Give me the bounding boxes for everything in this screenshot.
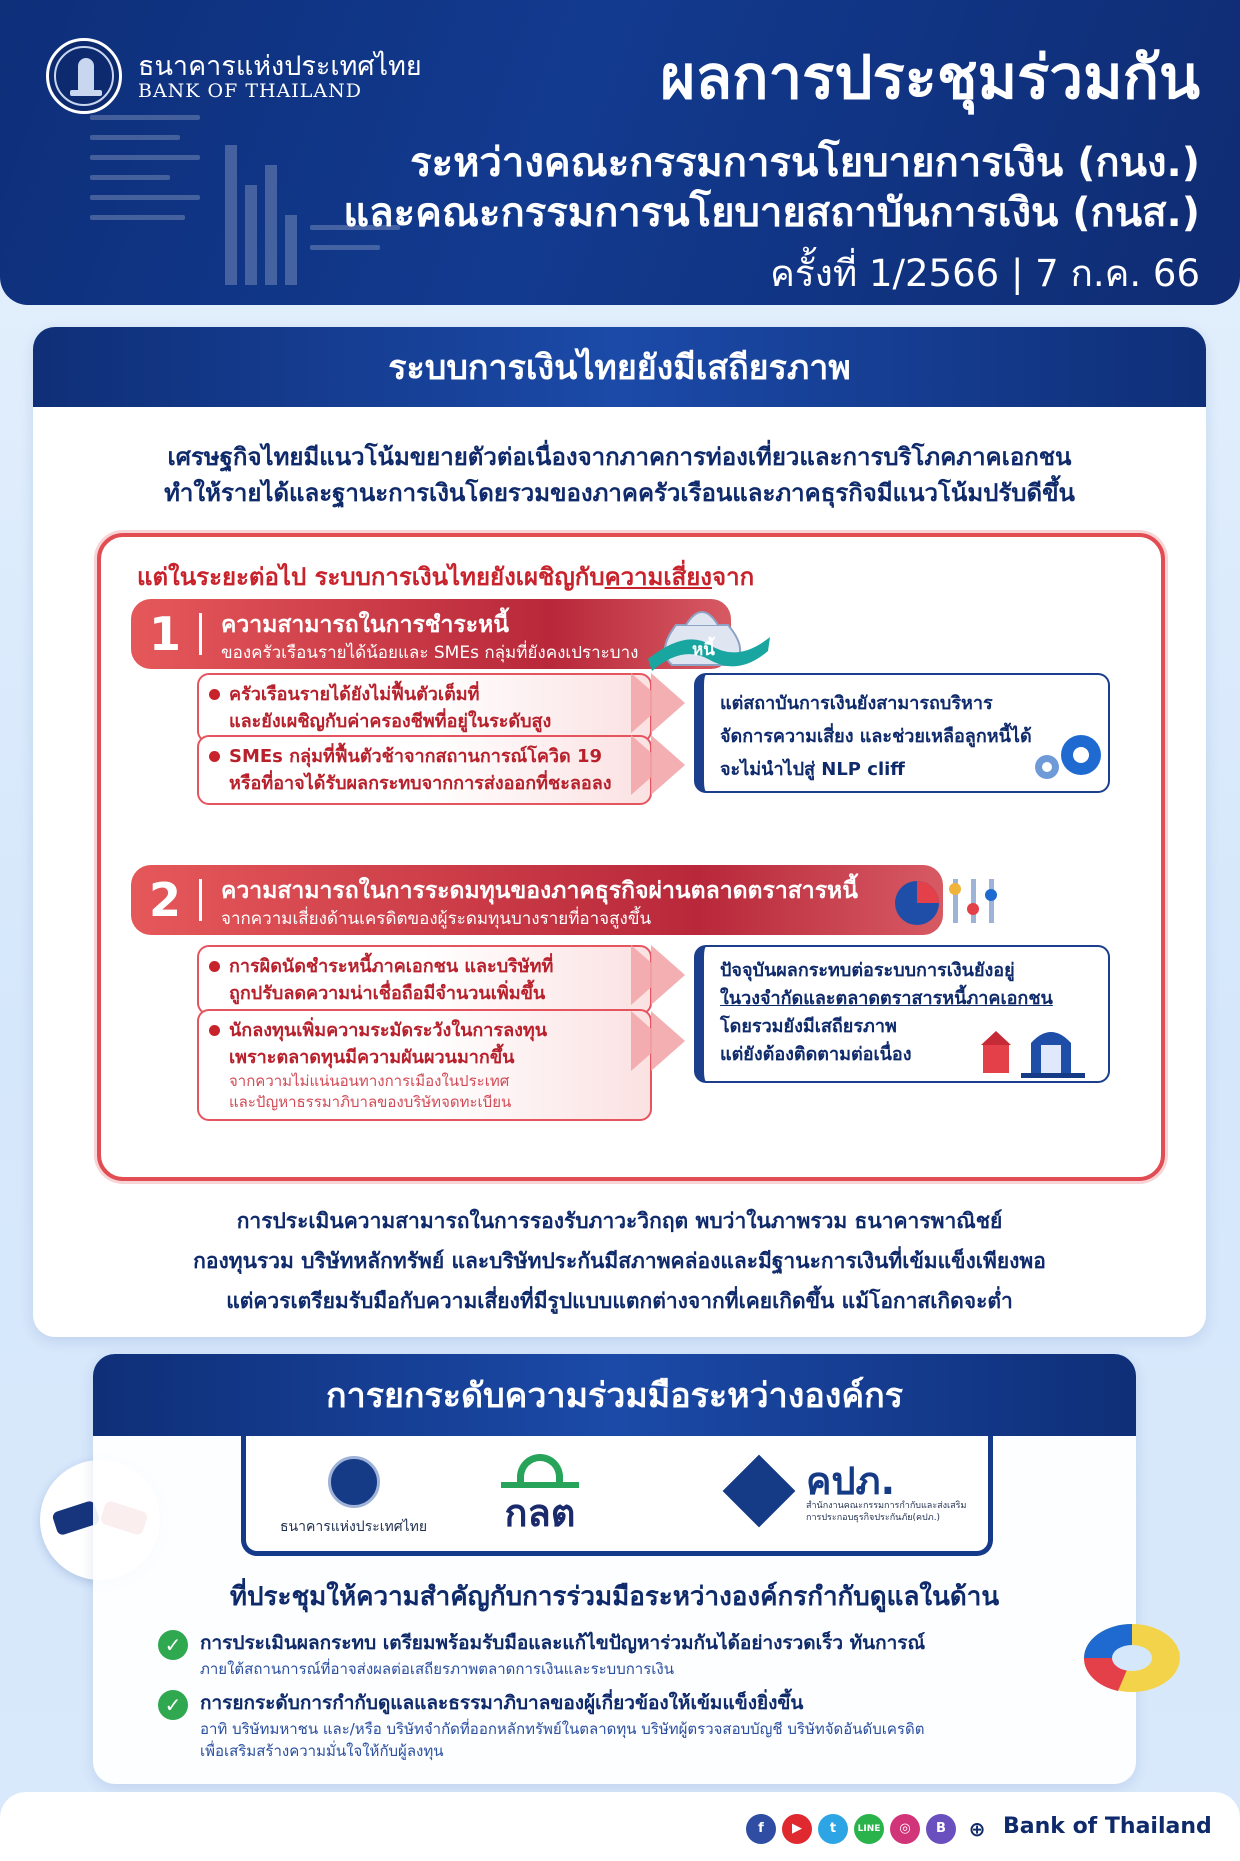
financial-stability-card — [33, 327, 1206, 1337]
section-heading-stability: ระบบการเงินไทยยังมีเสถียรภาพ — [33, 327, 1206, 407]
bullet-dot — [209, 689, 220, 700]
sec-logo-text: กลต — [504, 1491, 576, 1535]
youtube-icon[interactable]: ▶ — [782, 1814, 812, 1844]
check-icon: ✓ — [158, 1690, 188, 1720]
cooperation-item-1 — [158, 1628, 1088, 1688]
intro-text-line-2: ทำให้รายได้และฐานะการเงินโดยรวมของภาคครัวเรือนและภาคธุรกิจมีแนวโน้มปรับดีขึ้น — [164, 479, 1075, 507]
blockdit-icon[interactable]: B — [926, 1814, 956, 1844]
section-heading-cooperation: การยกระดับความร่วมมือระหว่างองค์กร — [93, 1354, 1136, 1436]
risk-panel — [97, 533, 1165, 1181]
oic-logo-caption — [806, 1500, 966, 1524]
page-subtitle-mpc: ระหว่างคณะกรรมการนโยบายการเงิน (กนง.) — [410, 140, 1200, 186]
risk-2-point-2 — [197, 1009, 652, 1121]
point-line-2: และยังเผชิญกับค่าครองชีพที่อยู่ในระดับสูง — [229, 711, 552, 732]
meeting-number-date: ครั้งที่ 1/2566 | 7 ก.ค. 66 — [770, 252, 1200, 295]
oic-caption-line-2: การประกอบธุรกิจประกันภัย(คปภ.) — [806, 1513, 941, 1523]
divider — [199, 879, 202, 921]
point-line-1: นักลงทุนเพิ่มความระมัดระวังในการลงทุน — [229, 1020, 548, 1041]
detail-line-1: อาทิ บริษัทมหาชน และ/หรือ บริษัทจำกัดที่ออกหลักทรัพย์ในตลาดทุน บริษัทผู้ตรวจสอบบัญชี บริษัทจัดอันดับเครดิต — [200, 1720, 925, 1738]
website-globe-icon[interactable]: ⊕ — [962, 1814, 992, 1844]
point-line-2: เพราะตลาดทุนมีความผันผวนมากขึ้น — [229, 1047, 515, 1068]
page-title: ผลการประชุมร่วมกัน — [660, 43, 1200, 113]
header-banner — [0, 0, 1240, 305]
mitigation-line-2: ในวงจำกัดและตลาดตราสารหนี้ภาคเอกชน — [720, 988, 1053, 1009]
oic-diamond-icon — [723, 1455, 796, 1528]
risk-1-point-2 — [197, 735, 652, 805]
footer — [0, 1792, 1240, 1861]
mitigation-line-1: ปัจจุบันผลกระทบต่อระบบการเงินยังอยู่ — [720, 960, 1015, 981]
point-line-2: ถูกปรับลดความน่าเชื่อถือมีจำนวนเพิ่มขึ้น — [229, 983, 546, 1004]
mitigation-line-1: แต่สถาบันการเงินยังสามารถบริหาร — [720, 693, 993, 714]
org-name-thai: ธนาคารแห่งประเทศไทย — [138, 51, 422, 82]
closing-line-1: การประเมินความสามารถในการรองรับภาวะวิกฤต พบว่าในภาพรวม ธนาคารพาณิชย์ — [236, 1209, 1003, 1233]
debt-bag-icon — [646, 589, 774, 673]
risk-title: ความสามารถในการระดมทุนของภาคธุรกิจผ่านตลาดตราสารหนี้ — [221, 878, 858, 904]
buildings-icon — [981, 1021, 1101, 1081]
intro-text-line-1: เศรษฐกิจไทยมีแนวโน้มขยายตัวต่อเนื่องจากภาคการท่องเที่ยวและการบริโภคภาคเอกชน — [167, 443, 1072, 471]
risk-1-header — [131, 599, 731, 669]
donut-chart-decoration-icon — [1078, 1610, 1186, 1700]
divider — [199, 613, 202, 655]
cooperation-item-2 — [158, 1688, 1088, 1772]
gears-icon — [1031, 727, 1107, 787]
oic-logo-title: คปภ. — [806, 1459, 896, 1503]
bot-seal-icon — [328, 1456, 380, 1508]
closing-line-2: กองทุนรวม บริษัทหลักทรัพย์ และบริษัทประกันมีสภาพคล่องและมีฐานะการเงินที่เข้มแข็งเพียงพอ — [193, 1249, 1046, 1273]
social-links — [746, 1814, 992, 1844]
cooperation-item-detail: ภายใต้สถานการณ์ที่อาจส่งผลต่อเสถียรภาพตลาดการเงินและระบบการเงิน — [200, 1660, 674, 1678]
point-line-2: หรือที่อาจได้รับผลกระทบจากการส่งออกที่ชะลอลง — [229, 773, 612, 794]
mitigation-line-2: จัดการความเสี่ยง และช่วยเหลือลูกหนี้ได้ — [720, 726, 1032, 747]
partner-logos-strip — [241, 1436, 993, 1556]
cooperation-item-heading: การยกระดับการกำกับดูแลและธรรมาภิบาลของผู้เกี่ยวข้องให้เข้มแข็งยิ่งขึ้น — [200, 1692, 804, 1714]
sec-logo — [501, 1454, 579, 1535]
debt-bag-label: หนี้ — [692, 640, 715, 660]
point-line-1: ครัวเรือนรายได้ยังไม่ฟื้นตัวเต็มที่ — [229, 684, 480, 705]
bond-market-chart-icon — [887, 869, 1011, 935]
risk-title-suffix: จาก — [712, 563, 755, 591]
risk-subtitle: ของครัวเรือนรายได้น้อยและ SMEs กลุ่มที่ยังคงเปราะบาง — [221, 643, 639, 663]
cooperation-item-detail — [200, 1718, 924, 1762]
risk-number: 1 — [149, 607, 182, 661]
point-note-1: จากความไม่แน่นอนทางการเมืองในประเทศ — [229, 1072, 510, 1090]
chevron-arrows-icon — [631, 673, 697, 795]
bot-logo — [280, 1456, 427, 1538]
chevron-arrows-icon — [631, 945, 697, 1095]
bullet-dot — [209, 961, 220, 972]
risk-2-header — [131, 865, 943, 935]
risk-2-point-1 — [197, 945, 652, 1015]
check-icon: ✓ — [158, 1630, 188, 1660]
bullet-dot — [209, 1025, 220, 1036]
risk-title-keyword: ความเสี่ยง — [604, 563, 713, 591]
page-subtitle-fipc: และคณะกรรมการนโยบายสถาบันการเงิน (กนส.) — [343, 190, 1200, 236]
twitter-icon[interactable]: t — [818, 1814, 848, 1844]
facebook-icon[interactable]: f — [746, 1814, 776, 1844]
detail-line-2: เพื่อเสริมสร้างความมั่นใจให้กับผู้ลงทุน — [200, 1742, 444, 1760]
instagram-icon[interactable]: ◎ — [890, 1814, 920, 1844]
risk-number: 2 — [149, 873, 182, 927]
sec-ring-icon — [517, 1454, 563, 1482]
point-line-1: SMEs กลุ่มที่ฟื้นตัวช้าจากสถานการณ์โควิด 19 — [229, 746, 603, 767]
mitigation-line-4: แต่ยังต้องติดตามต่อเนื่อง — [720, 1044, 912, 1065]
risk-title-prefix: แต่ในระยะต่อไป ระบบการเงินไทยยังเผชิญกับ — [137, 563, 605, 591]
closing-line-3: แต่ควรเตรียมรับมือกับความเสี่ยงที่มีรูปแบบแตกต่างจากที่เคยเกิดขึ้น แม้โอกาสเกิดจะต่ำ — [226, 1289, 1013, 1313]
line-icon[interactable]: LINE — [854, 1814, 884, 1844]
cooperation-card — [93, 1354, 1136, 1784]
mitigation-line-3: จะไม่นำไปสู่ NLP cliff — [720, 759, 905, 780]
oic-caption-line-1: สำนักงานคณะกรรมการกำกับและส่งเสริม — [806, 1501, 967, 1511]
org-name-english: BANK OF THAILAND — [138, 80, 363, 102]
sec-base-line — [501, 1482, 579, 1488]
point-note-2: และปัญหาธรรมาภิบาลของบริษัทจดทะเบียน — [229, 1093, 512, 1111]
footer-brand: Bank of Thailand — [1003, 1814, 1212, 1839]
bot-logo-caption: ธนาคารแห่งประเทศไทย — [280, 1519, 428, 1535]
bullet-dot — [209, 751, 220, 762]
risk-1-point-1 — [197, 673, 652, 743]
cooperation-item-heading: การประเมินผลกระทบ เตรียมพร้อมรับมือและแก้ไขปัญหาร่วมกันได้อย่างรวดเร็ว ทันการณ์ — [200, 1632, 926, 1654]
risk-subtitle: จากความเสี่ยงด้านเครดิตของผู้ระดมทุนบางรายที่อาจสูงขึ้น — [221, 909, 652, 929]
risk-title: ความสามารถในการชำระหนี้ — [221, 612, 509, 638]
cooperation-title: ที่ประชุมให้ความสำคัญกับการร่วมมือระหว่างองค์กรกำกับดูแลในด้าน — [229, 1582, 1000, 1612]
point-line-1: การผิดนัดชำระหนี้ภาคเอกชน และบริษัทที่ — [229, 956, 554, 977]
mitigation-line-3: โดยรวมยังมีเสถียรภาพ — [720, 1016, 897, 1037]
bank-of-thailand-logo — [46, 38, 122, 114]
